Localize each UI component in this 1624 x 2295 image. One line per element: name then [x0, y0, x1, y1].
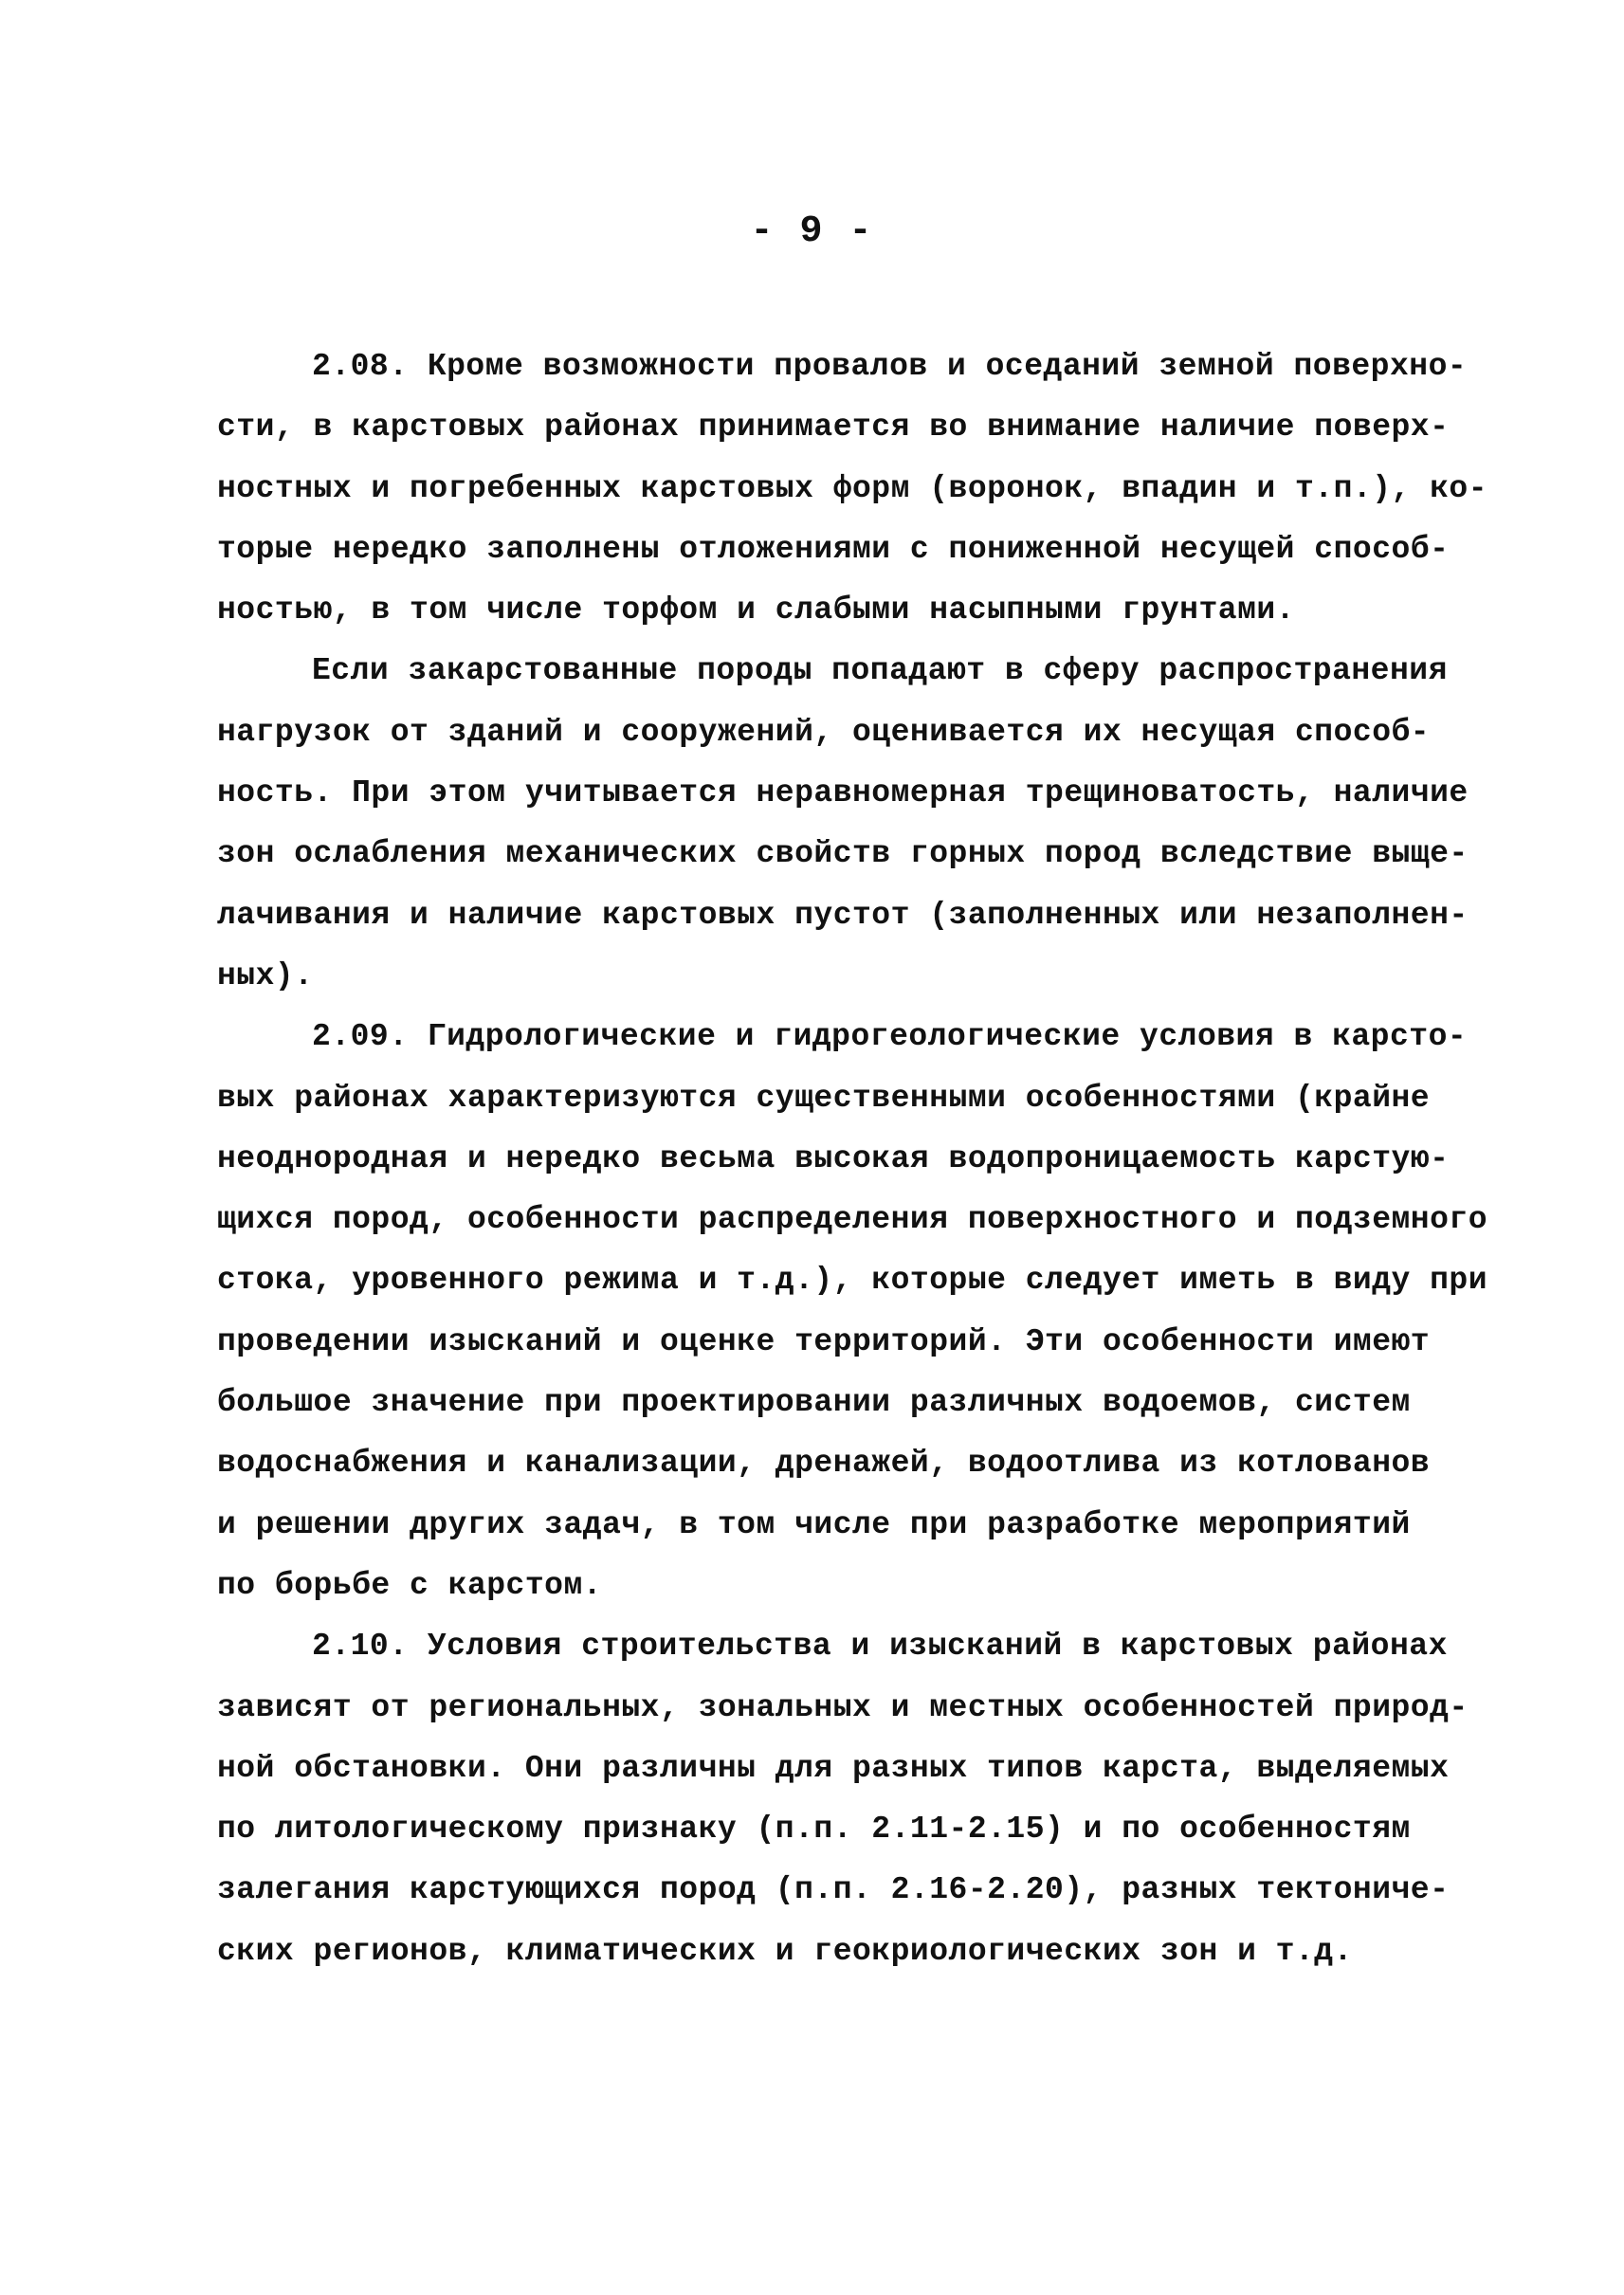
text-line: 2.09. Гидрологические и гидрогеологические условия в карсто- [312, 1019, 1468, 1055]
text-line: неоднородная и нередко весьма высокая водопроницаемость карстую- [217, 1140, 1450, 1176]
text-line: ностных и погребенных карстовых форм (воронок, впадин и т.п.), ко- [217, 470, 1488, 506]
text-line: лачивания и наличие карстовых пустот (заполненных или незаполнен- [217, 897, 1469, 933]
text-line: по литологическому признаку (п.п. 2.11-2.15) и по особенностям [217, 1812, 1411, 1848]
page-number: - 9 - [750, 210, 874, 253]
text-line: ной обстановки. Они различны для разных типов карста, выделяемых [217, 1750, 1450, 1786]
text-line: ных). [217, 957, 314, 993]
text-line: щихся пород, особенности распределения поверхностного и подземного [217, 1202, 1488, 1238]
text-line: большое значение при проектировании различных водоемов, систем [217, 1385, 1411, 1421]
text-line: проведении изысканий и оценке территорий. Эти особенности имеют [217, 1323, 1431, 1359]
text-line: и решении других задач, в том числе при разработке мероприятий [217, 1506, 1411, 1542]
text-line: Если закарстованные породы попадают в сферу распространения [312, 653, 1448, 689]
text-line: сти, в карстовых районах принимается во внимание наличие поверх- [217, 410, 1450, 446]
text-line: 2.08. Кроме возможности провалов и оседаний земной поверхно- [312, 349, 1468, 384]
text-line: торые нередко заполнены отложениями с пониженной несущей способ- [217, 531, 1450, 567]
text-line: зависят от региональных, зональных и местных особенностей природ- [217, 1689, 1469, 1725]
body-text [217, 337, 1488, 1982]
text-line: водоснабжения и канализации, дренажей, водоотлива из котлованов [217, 1446, 1431, 1482]
text-line: вых районах характеризуются существенными особенностями (крайне [217, 1080, 1431, 1116]
text-line: 2.10. Условия строительства и изысканий в карстовых районах [312, 1629, 1448, 1665]
text-line: стока, уровенного режима и т.д.), которые следует иметь в виду при [217, 1263, 1488, 1299]
text-line: нагрузок от зданий и сооружений, оценивается их несущая способ- [217, 714, 1431, 750]
text-line: ность. При этом учитывается неравномерная трещиноватость, наличие [217, 775, 1469, 811]
text-line: ностью, в том числе торфом и слабыми насыпными грунтами. [217, 592, 1295, 628]
text-line: зон ослабления механических свойств горных пород вследствие выще- [217, 836, 1469, 872]
text-line: по борьбе с карстом. [217, 1567, 603, 1603]
text-line: залегания карстующихся пород (п.п. 2.16-2.20), разных тектониче- [217, 1872, 1450, 1908]
text-line: ских регионов, климатических и геокриологических зон и т.д. [217, 1933, 1353, 1969]
